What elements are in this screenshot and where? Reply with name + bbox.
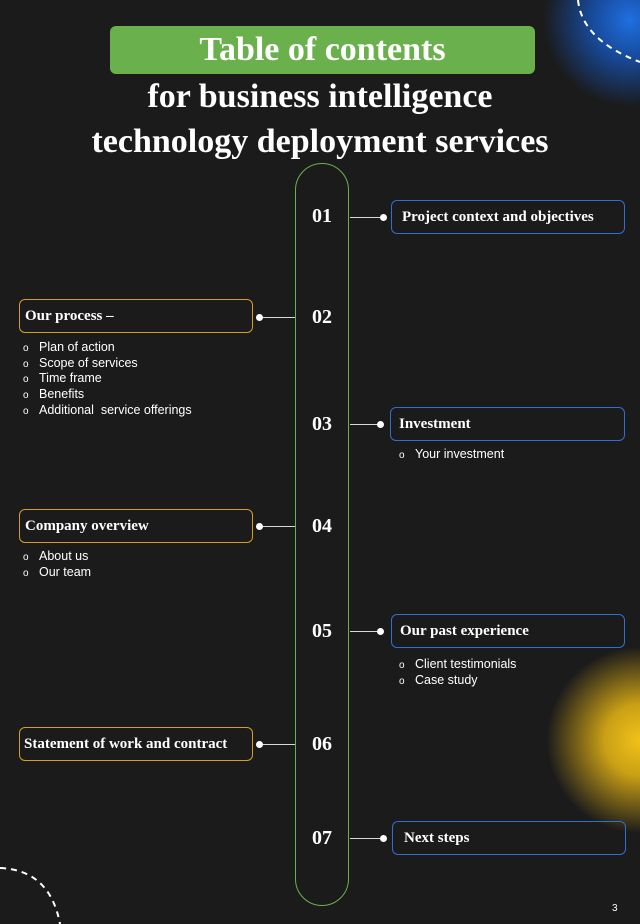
section-box-statement-of-work: Statement of work and contract — [19, 727, 253, 761]
connector-dot — [377, 421, 384, 428]
list-item: o Your investment — [399, 447, 504, 463]
list-item: o Plan of action — [23, 340, 192, 356]
list-item: o Time frame — [23, 371, 192, 387]
section-box-next-steps: Next steps — [392, 821, 626, 855]
connector-line — [350, 424, 380, 425]
section-box-investment: Investment — [390, 407, 625, 441]
connector-dot — [380, 214, 387, 221]
company-overview-sub-list — [23, 549, 91, 580]
connector-line — [258, 317, 295, 318]
list-item: o Additional service offerings — [23, 403, 192, 419]
connector-line — [350, 838, 383, 839]
list-item: o Our team — [23, 565, 91, 581]
bullet-icon: o — [23, 358, 29, 370]
section-number-03: 03 — [312, 413, 332, 435]
yellow-glow-decoration — [540, 640, 640, 840]
connector-line — [350, 631, 380, 632]
bullet-icon: o — [23, 374, 29, 386]
bullet-icon: o — [23, 552, 29, 563]
list-item: o Scope of services — [23, 356, 192, 372]
past-experience-sub-list — [399, 657, 516, 688]
bullet-icon: o — [23, 567, 29, 579]
connector-line — [258, 744, 295, 745]
list-item: o Client testimonials — [399, 657, 516, 673]
investment-sub-list — [399, 447, 504, 463]
our-process-sub-list — [23, 340, 192, 418]
connector-dot — [380, 835, 387, 842]
section-number-01: 01 — [312, 205, 332, 227]
bullet-icon: o — [23, 405, 29, 417]
bullet-icon: o — [23, 343, 29, 354]
page-title: Table of contents — [199, 31, 446, 68]
connector-dot — [256, 523, 263, 530]
connector-dot — [256, 314, 263, 321]
bullet-icon: o — [399, 450, 405, 461]
section-box-our-process: Our process – — [19, 299, 253, 333]
subtitle-line-1: for business intelligence — [147, 78, 493, 115]
section-number-02: 02 — [312, 306, 332, 328]
section-number-06: 06 — [312, 733, 332, 755]
connector-line — [258, 526, 295, 527]
dashed-arc-bottom-left — [0, 860, 70, 924]
bullet-icon: o — [399, 675, 405, 687]
connector-dot — [377, 628, 384, 635]
page-number: 3 — [612, 903, 618, 914]
list-item: o About us — [23, 549, 91, 565]
section-box-project-context: Project context and objectives — [391, 200, 625, 234]
connector-line — [350, 217, 383, 218]
connector-dot — [256, 741, 263, 748]
section-number-07: 07 — [312, 827, 332, 849]
title-banner — [110, 26, 535, 74]
section-box-past-experience: Our past experience — [391, 614, 625, 648]
section-box-company-overview: Company overview — [19, 509, 253, 543]
subtitle-line-2: technology deployment services — [91, 123, 549, 160]
bullet-icon: o — [399, 660, 405, 671]
list-item: o Benefits — [23, 387, 192, 403]
dashed-arc-top-right — [560, 0, 640, 70]
section-number-04: 04 — [312, 515, 332, 537]
bullet-icon: o — [23, 390, 29, 402]
list-item: o Case study — [399, 673, 516, 689]
section-number-05: 05 — [312, 620, 332, 642]
